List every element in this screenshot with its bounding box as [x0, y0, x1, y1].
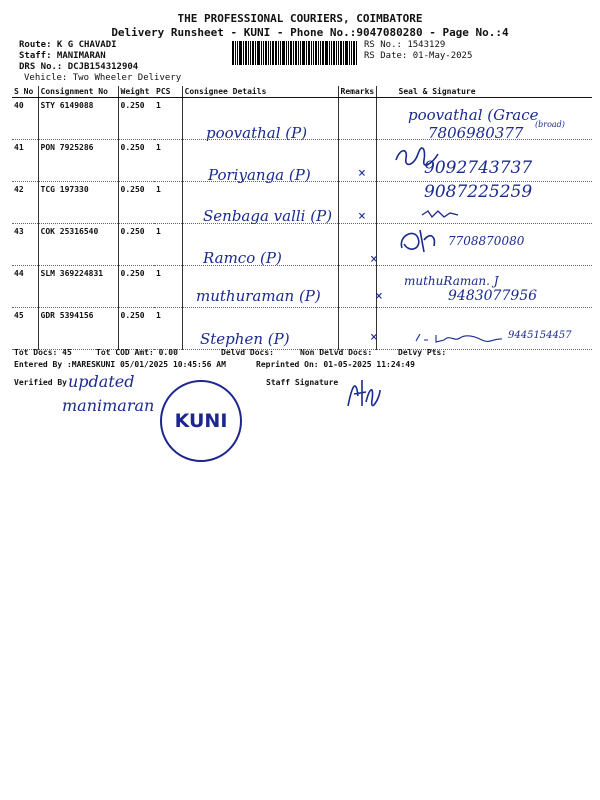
staff-signature-label: Staff Signature: [266, 378, 339, 387]
barcode-bar: [235, 41, 236, 65]
hand-consignee: Stephen (P): [200, 330, 290, 348]
row-weight: 0.250: [118, 308, 154, 350]
barcode-bar: [325, 41, 328, 65]
barcode-bar: [331, 41, 332, 65]
row-pcs: 1: [154, 266, 182, 308]
row-consignment: PON 7925286: [38, 140, 118, 182]
stamp-text: KUNI: [174, 410, 228, 432]
barcode-bar: [286, 41, 287, 65]
delivery-points: Delvy Pts:: [398, 348, 447, 357]
barcode-bar: [349, 41, 350, 65]
hand-seal-phone: 7708870080: [448, 234, 525, 248]
hand-verified-name: manimaran: [62, 396, 155, 415]
barcode-bar: [282, 41, 285, 65]
barcode-bar: [318, 41, 319, 65]
table-row: [12, 308, 592, 350]
barcode-bar: [298, 41, 299, 65]
barcode-bar: [243, 41, 244, 65]
hand-verified: updated: [68, 372, 135, 391]
barcode-bar: [353, 41, 355, 65]
remark-mark: ×: [375, 289, 383, 304]
hand-seal-phone: 9483077956: [448, 288, 538, 304]
barcode-bar: [239, 41, 242, 65]
vehicle-label: Vehicle: Two Wheeler Delivery: [24, 73, 182, 83]
remark-mark: ×: [370, 330, 378, 345]
barcode-bar: [280, 41, 281, 65]
hand-seal: poovathal (Grace: [408, 106, 539, 124]
barcode-bar: [320, 41, 321, 65]
barcode-bar: [263, 41, 264, 65]
entered-by: Entered By :MARESKUNI 05/01/2025 10:45:56 AM: [14, 360, 226, 369]
hand-consignee: Poriyanga (P): [208, 166, 311, 184]
row-consignment: SLM 369224831: [38, 266, 118, 308]
hand-seal-phone: 9092743737: [424, 158, 533, 178]
row-pcs: 1: [154, 140, 182, 182]
barcode-bar: [295, 41, 297, 65]
reprinted-on: Reprinted On: 01-05-2025 11:24:49: [256, 360, 415, 369]
barcode: [232, 41, 358, 65]
hand-seal-phone: 9087225259: [424, 182, 533, 202]
verified-by-label: Verified By: [14, 378, 67, 387]
barcode-bar: [313, 41, 314, 65]
barcode-bar: [345, 41, 348, 65]
row-remarks-cell: [338, 266, 376, 308]
company-title: THE PROFESSIONAL COURIERS, COIMBATORE: [177, 12, 423, 25]
barcode-bar: [322, 41, 324, 65]
remark-mark: ×: [370, 252, 378, 267]
signature-scribble: [396, 226, 440, 256]
hand-consignee: Senbaga valli (P): [203, 207, 333, 225]
barcode-bar: [270, 41, 271, 65]
hand-seal-phone: 9445154457: [508, 330, 572, 341]
barcode-bar: [336, 41, 337, 65]
signature-scribble: [420, 206, 460, 220]
row-sno: 42: [12, 182, 38, 224]
staff-signature-scribble: [342, 376, 382, 410]
runsheet-subtitle: Delivery Runsheet - KUNI - Phone No.:9047080280 - Page No.:4: [111, 26, 509, 39]
row-sno: 44: [12, 266, 38, 308]
barcode-bar: [351, 41, 352, 65]
total-cod: Tot COD Amt: 0.00: [96, 348, 178, 357]
rs-date: RS Date: 01-May-2025: [364, 51, 473, 61]
hand-consignee: Ramco (P): [203, 249, 282, 267]
row-weight: 0.250: [118, 182, 154, 224]
barcode-bar: [237, 41, 238, 65]
signature-scribble: [414, 330, 504, 344]
row-weight: 0.250: [118, 98, 154, 140]
non-delivered-docs: Non Delvd Docs:: [300, 348, 373, 357]
rs-number: RS No.: 1543129: [364, 40, 446, 50]
kuni-stamp: [160, 380, 242, 462]
col-seal: Seal & Signature: [376, 86, 592, 98]
col-remarks: Remarks: [338, 86, 376, 98]
barcode-bar: [293, 41, 294, 65]
barcode-bar: [333, 41, 335, 65]
row-sno: 41: [12, 140, 38, 182]
row-pcs: 1: [154, 224, 182, 266]
barcode-bar: [329, 41, 330, 65]
col-sno: S No: [12, 86, 38, 98]
row-consignment: GDR 5394156: [38, 308, 118, 350]
hand-consignee: muthuraman (P): [196, 287, 321, 305]
row-weight: 0.250: [118, 224, 154, 266]
row-sno: 40: [12, 98, 38, 140]
barcode-bar: [252, 41, 254, 65]
barcode-bar: [272, 41, 274, 65]
hand-seal-phone: 7806980377: [428, 124, 524, 142]
row-consignment: STY 6149088: [38, 98, 118, 140]
col-consignee: Consignee Details: [182, 86, 338, 98]
barcode-bar: [232, 41, 234, 65]
barcode-bar: [288, 41, 289, 65]
barcode-bar: [275, 41, 277, 65]
row-pcs: 1: [154, 308, 182, 350]
barcode-bar: [343, 41, 344, 65]
barcode-bar: [268, 41, 269, 65]
row-remarks-cell: [338, 98, 376, 140]
barcode-bar: [255, 41, 256, 65]
col-consignment: Consignment No: [38, 86, 118, 98]
row-sno: 43: [12, 224, 38, 266]
barcode-bar: [302, 41, 305, 65]
barcode-bar: [257, 41, 260, 65]
barcode-bar: [308, 41, 310, 65]
total-docs: Tot Docs: 45: [14, 348, 72, 357]
barcode-bar: [278, 41, 279, 65]
barcode-bar: [261, 41, 262, 65]
row-weight: 0.250: [118, 140, 154, 182]
table-header: [12, 86, 592, 98]
drs-number: DRS No.: DCJB154312904: [19, 62, 139, 72]
row-sno: 45: [12, 308, 38, 350]
row-pcs: 1: [154, 98, 182, 140]
row-remarks-cell: [338, 182, 376, 224]
row-remarks-cell: [338, 140, 376, 182]
barcode-bar: [340, 41, 342, 65]
barcode-bar: [306, 41, 307, 65]
barcode-bar: [250, 41, 251, 65]
staff-label: Staff: MANIMARAN: [19, 51, 106, 61]
barcode-bar: [248, 41, 249, 65]
barcode-bar: [311, 41, 312, 65]
barcode-bar: [290, 41, 292, 65]
hand-consignee: poovathal (P): [206, 124, 308, 142]
barcode-bar: [315, 41, 317, 65]
route-label: Route: K G CHAVADI: [19, 40, 117, 50]
remark-mark: ×: [358, 209, 366, 224]
remark-mark: ×: [358, 166, 366, 181]
delivered-docs: Delvd Docs:: [221, 348, 274, 357]
row-pcs: 1: [154, 182, 182, 224]
barcode-bar: [245, 41, 247, 65]
hand-seal-note: (broad): [535, 120, 565, 129]
hand-seal: muthuRaman. J: [404, 274, 499, 288]
barcode-bar: [356, 41, 357, 65]
barcode-bar: [300, 41, 301, 65]
barcode-bar: [338, 41, 339, 65]
row-consignment: COK 25316540: [38, 224, 118, 266]
col-pcs: PCS: [154, 86, 182, 98]
barcode-bar: [265, 41, 267, 65]
row-weight: 0.250: [118, 266, 154, 308]
col-weight: Weight: [118, 86, 154, 98]
row-consignment: TCG 197330: [38, 182, 118, 224]
